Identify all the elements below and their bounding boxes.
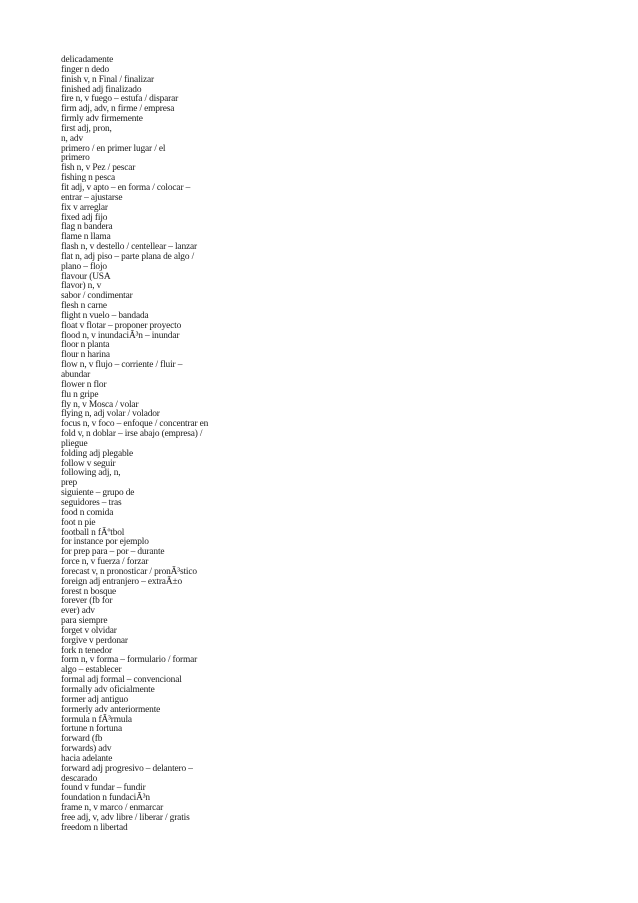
glossary-line: follow v seguir <box>61 458 116 469</box>
glossary-line: flood n, v inundaciÃ³n – inundar <box>61 330 180 341</box>
glossary-line: siguiente – grupo de <box>61 488 135 499</box>
glossary-line: found v fundar – fundir <box>61 783 146 794</box>
glossary-line: foot n pie <box>61 517 96 528</box>
glossary-line: flame n llama <box>61 232 111 243</box>
glossary-line: fly n, v Mosca / volar <box>61 399 139 410</box>
glossary-line: entrar – ajustarse <box>61 192 123 203</box>
glossary-line: formula n fÃ³rmula <box>61 714 132 725</box>
glossary-line: flour n harina <box>61 350 110 361</box>
glossary-line: fire n, v fuego – estufa / disparar <box>61 94 179 105</box>
glossary-line: frame n, v marco / enmarcar <box>61 803 164 814</box>
glossary-line: for instance por ejemplo <box>61 537 149 548</box>
glossary-line: delicadamente <box>61 55 114 65</box>
glossary-line: firmly adv firmemente <box>61 114 143 125</box>
glossary-line: firm adj, adv, n firme / empresa <box>61 104 175 115</box>
glossary-line: floor n planta <box>61 340 110 351</box>
glossary-line: fortune n fortuna <box>61 724 122 735</box>
glossary-line: hacia adelante <box>61 753 113 764</box>
glossary-line: folding adj plegable <box>61 448 133 459</box>
glossary-line: fit adj, v apto – en forma / colocar – <box>61 182 191 193</box>
glossary-text-column <box>61 56 261 834</box>
glossary-line: fishing n pesca <box>61 173 115 184</box>
glossary-line: formal adj formal – convencional <box>61 675 182 686</box>
glossary-line: float v flotar – proponer proyecto <box>61 320 182 331</box>
glossary-line: flash n, v destello / centellear – lanzar <box>61 242 197 253</box>
glossary-line: primero / en primer lugar / el <box>61 143 166 154</box>
glossary-line: n, adv <box>61 133 84 144</box>
glossary-line: forwards) adv <box>61 744 112 755</box>
glossary-line: flu n gripe <box>61 389 99 400</box>
glossary-line: fix v arreglar <box>61 202 108 213</box>
glossary-line: for prep para – por – durante <box>61 547 165 558</box>
glossary-line: algo – establecer <box>61 665 122 676</box>
glossary-line: freedom n libertad <box>61 822 128 833</box>
glossary-line: flower n flor <box>61 379 107 390</box>
glossary-line: forgive v perdonar <box>61 635 128 646</box>
glossary-line: descarado <box>61 773 98 784</box>
glossary-line: foundation n fundaciÃ³n <box>61 793 150 804</box>
glossary-line: ever) adv <box>61 606 95 617</box>
glossary-line: abundar <box>61 370 91 380</box>
glossary-line: flesh n carne <box>61 301 107 312</box>
glossary-line: force n, v fuerza / forzar <box>61 557 149 568</box>
glossary-line: flight n vuelo – bandada <box>61 310 149 321</box>
glossary-line: para siempre <box>61 616 108 627</box>
glossary-line: fork n tenedor <box>61 645 113 656</box>
glossary-line: primero <box>61 153 90 164</box>
glossary-line: fixed adj fijo <box>61 212 108 223</box>
glossary-line: finished adj finalizado <box>61 84 142 95</box>
glossary-line: focus n, v foco – enfoque / concentrar en <box>61 419 209 430</box>
glossary-line: football n fÃºtbol <box>61 527 125 538</box>
glossary-line: prep <box>61 478 78 489</box>
glossary-line: forest n bosque <box>61 586 117 597</box>
glossary-line: formally adv oficialmente <box>61 685 155 695</box>
glossary-line: fish n, v Pez / pescar <box>61 163 136 174</box>
glossary-line: formerly adv anteriormente <box>61 704 161 715</box>
glossary-line: free adj, v, adv libre / liberar / gratis <box>61 812 190 823</box>
glossary-line: foreign adj entranjero – extraÃ±o <box>61 576 182 587</box>
glossary-line: pliegue <box>61 438 88 449</box>
glossary-line: former adj antiguo <box>61 694 129 705</box>
glossary-line: flavour (USA <box>61 271 111 282</box>
glossary-line: finger n dedo <box>61 64 110 75</box>
glossary-line: fold v, n doblar – irse abajo (empresa) / <box>61 429 203 440</box>
glossary-line: flat n, adj piso – parte plana de algo / <box>61 251 195 262</box>
glossary-line: forever (fb for <box>61 596 113 607</box>
glossary-line: forward (fb <box>61 734 103 745</box>
glossary-line: form n, v forma – formulario / formar <box>61 655 198 666</box>
glossary-line: forward adj progresivo – delantero – <box>61 763 193 774</box>
glossary-line: forget v olvidar <box>61 625 117 636</box>
glossary-line: forecast v, n pronosticar / pronÃ³stico <box>61 566 197 577</box>
glossary-line: first adj, pron, <box>61 123 112 134</box>
glossary-line: flavor) n, v <box>61 281 102 292</box>
glossary-line: food n comida <box>61 507 114 518</box>
glossary-line: flying n, adj volar / volador <box>61 409 160 420</box>
glossary-line: seguidores – tras <box>61 497 122 508</box>
glossary-line: sabor / condimentar <box>61 291 133 302</box>
glossary-line: flow n, v flujo – corriente / fluir – <box>61 360 183 371</box>
glossary-line: plano – flojo <box>61 261 107 272</box>
glossary-line: finish v, n Final / finalizar <box>61 74 154 85</box>
glossary-line: flag n bandera <box>61 222 113 233</box>
glossary-line: following adj, n, <box>61 468 121 479</box>
